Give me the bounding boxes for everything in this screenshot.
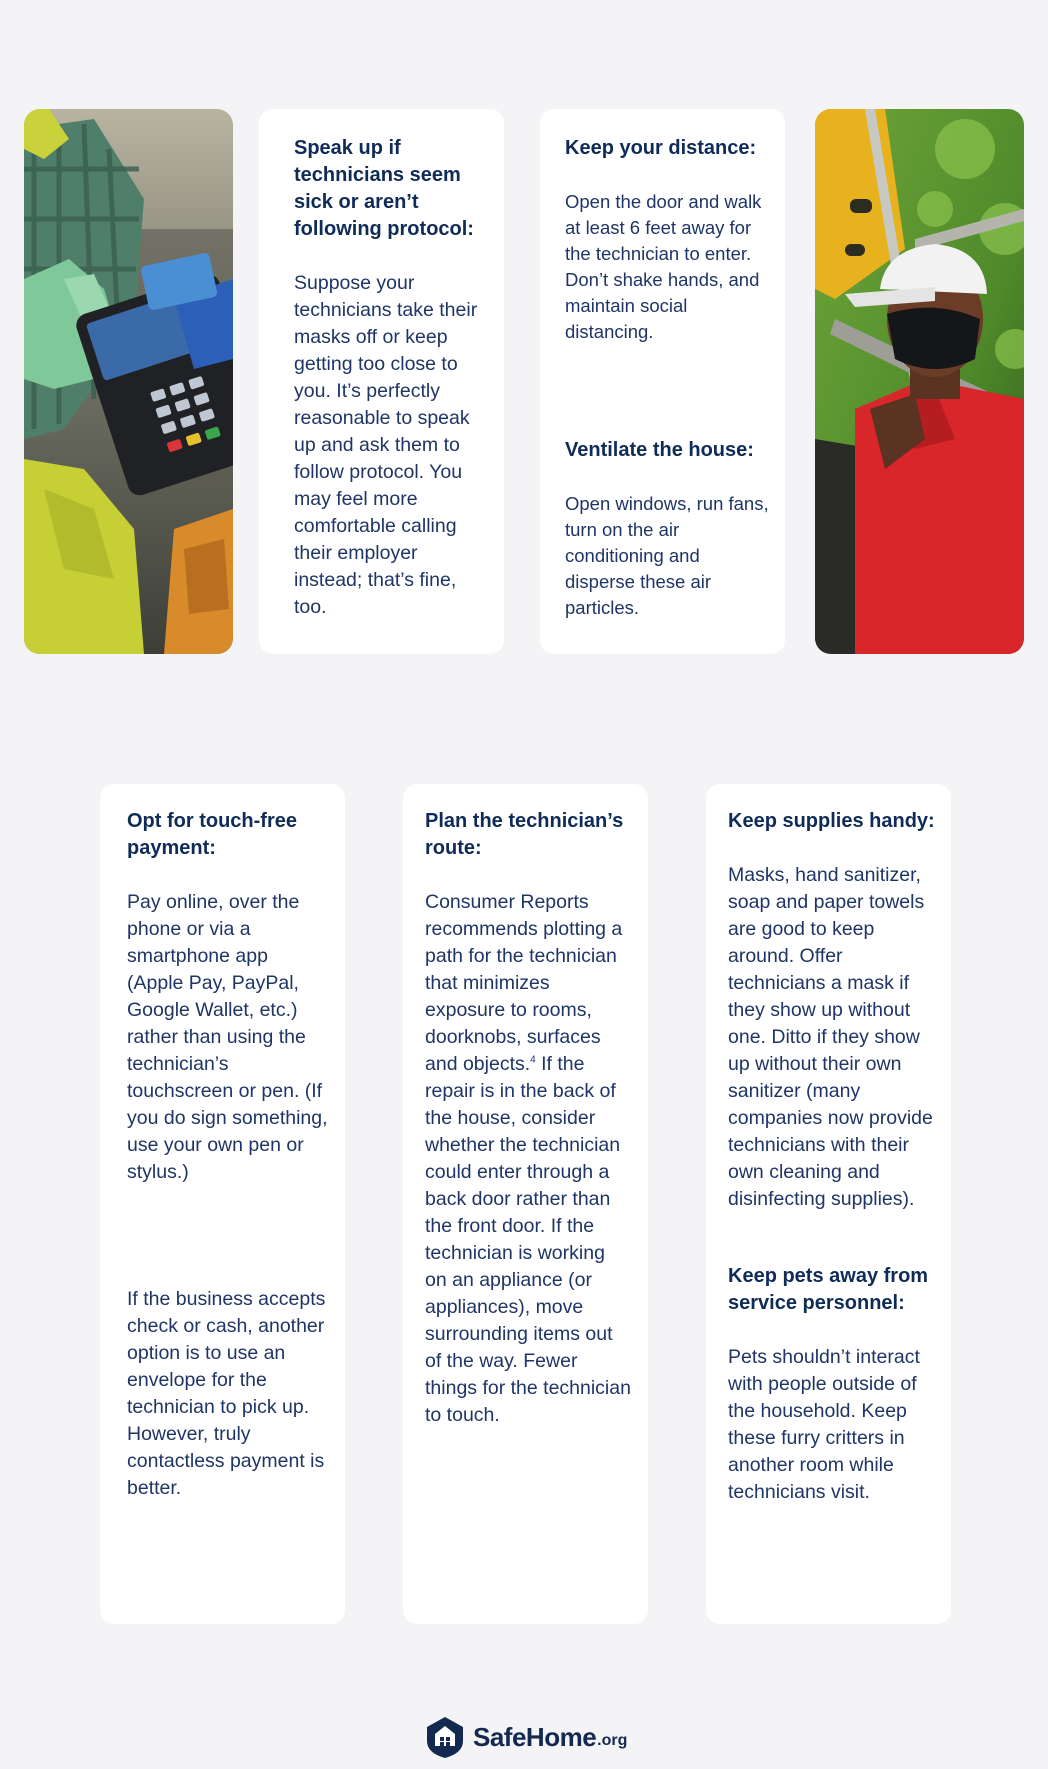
safehome-logo <box>425 1715 627 1759</box>
house-shield-icon <box>425 1715 465 1759</box>
distance-body: Open the door and walk at least 6 feet away for the technician to enter. Don’t shake hands, and maintain social distancing. <box>565 191 762 342</box>
route-heading: Plan the technician’s route: <box>425 810 624 859</box>
distance-heading: Keep your distance: <box>565 137 757 159</box>
masked-technician-illustration <box>815 109 1024 654</box>
route-body-part-1: Consumer Reports recommends plotting a path for the technician that minimizes exposure to rooms, doorknobs, surfaces and objects. <box>425 891 623 1075</box>
speak-up-card <box>259 109 504 654</box>
brand-tld: .org <box>597 1732 628 1749</box>
payment-body-2: If the business accepts check or cash, another option is to use an envelope for the technician to pick up. However, truly contactless payment is better. <box>127 1288 326 1499</box>
payment-card <box>100 784 345 1624</box>
payment-body: Pay online, over the phone or via a smartphone app (Apple Pay, PayPal, Google Wallet, etc.) rather than using the technician’s touchscreen or pen. (If you do sign something, use your own pen or stylus.) <box>127 891 328 1183</box>
supplies-heading: Keep supplies handy: <box>728 810 935 832</box>
supplies-card <box>706 784 951 1624</box>
pets-heading: Keep pets away from service personnel: <box>728 1265 929 1314</box>
brand-name: SafeHome <box>473 1721 597 1752</box>
route-footnote: 4 <box>530 1054 536 1066</box>
payment-terminal-illustration <box>24 109 233 654</box>
route-card <box>403 784 648 1624</box>
masked-technician-photo <box>815 109 1024 654</box>
speak-up-heading: Speak up if technicians seem sick or aren’t following protocol: <box>294 137 474 240</box>
speak-up-body: Suppose your technicians take their masks off or keep getting too close to you. It’s perfectly reasonable to speak up and ask them to follow protocol. You may feel more comfortable calling their employer instead; that’s fine, too. <box>294 272 478 618</box>
pets-body: Pets shouldn’t interact with people outside of the household. Keep these furry critters in another room while technicians visit. <box>728 1346 920 1503</box>
supplies-body: Masks, hand sanitizer, soap and paper towels are good to keep around. Offer technicians a mask if they show up without one. Ditto if they show up without their own sanitizer (many companies now provide technicians with their own cleaning and disinfecting supplies). <box>728 864 933 1210</box>
ventilate-body: Open windows, run fans, turn on the air conditioning and disperse these air particles. <box>565 493 769 618</box>
distance-card <box>540 109 785 654</box>
ventilate-heading: Ventilate the house: <box>565 439 754 461</box>
payment-heading: Opt for touch-free payment: <box>127 810 297 859</box>
route-body <box>425 889 632 1429</box>
route-body-part-2: If the repair is in the back of the house, consider whether the technician could enter through a back door rather than the front door. If the technician is working on an appliance (or appliances), move surrounding items out of the way. Fewer things for the technician to touch. <box>425 1053 631 1426</box>
payment-terminal-photo <box>24 109 233 654</box>
